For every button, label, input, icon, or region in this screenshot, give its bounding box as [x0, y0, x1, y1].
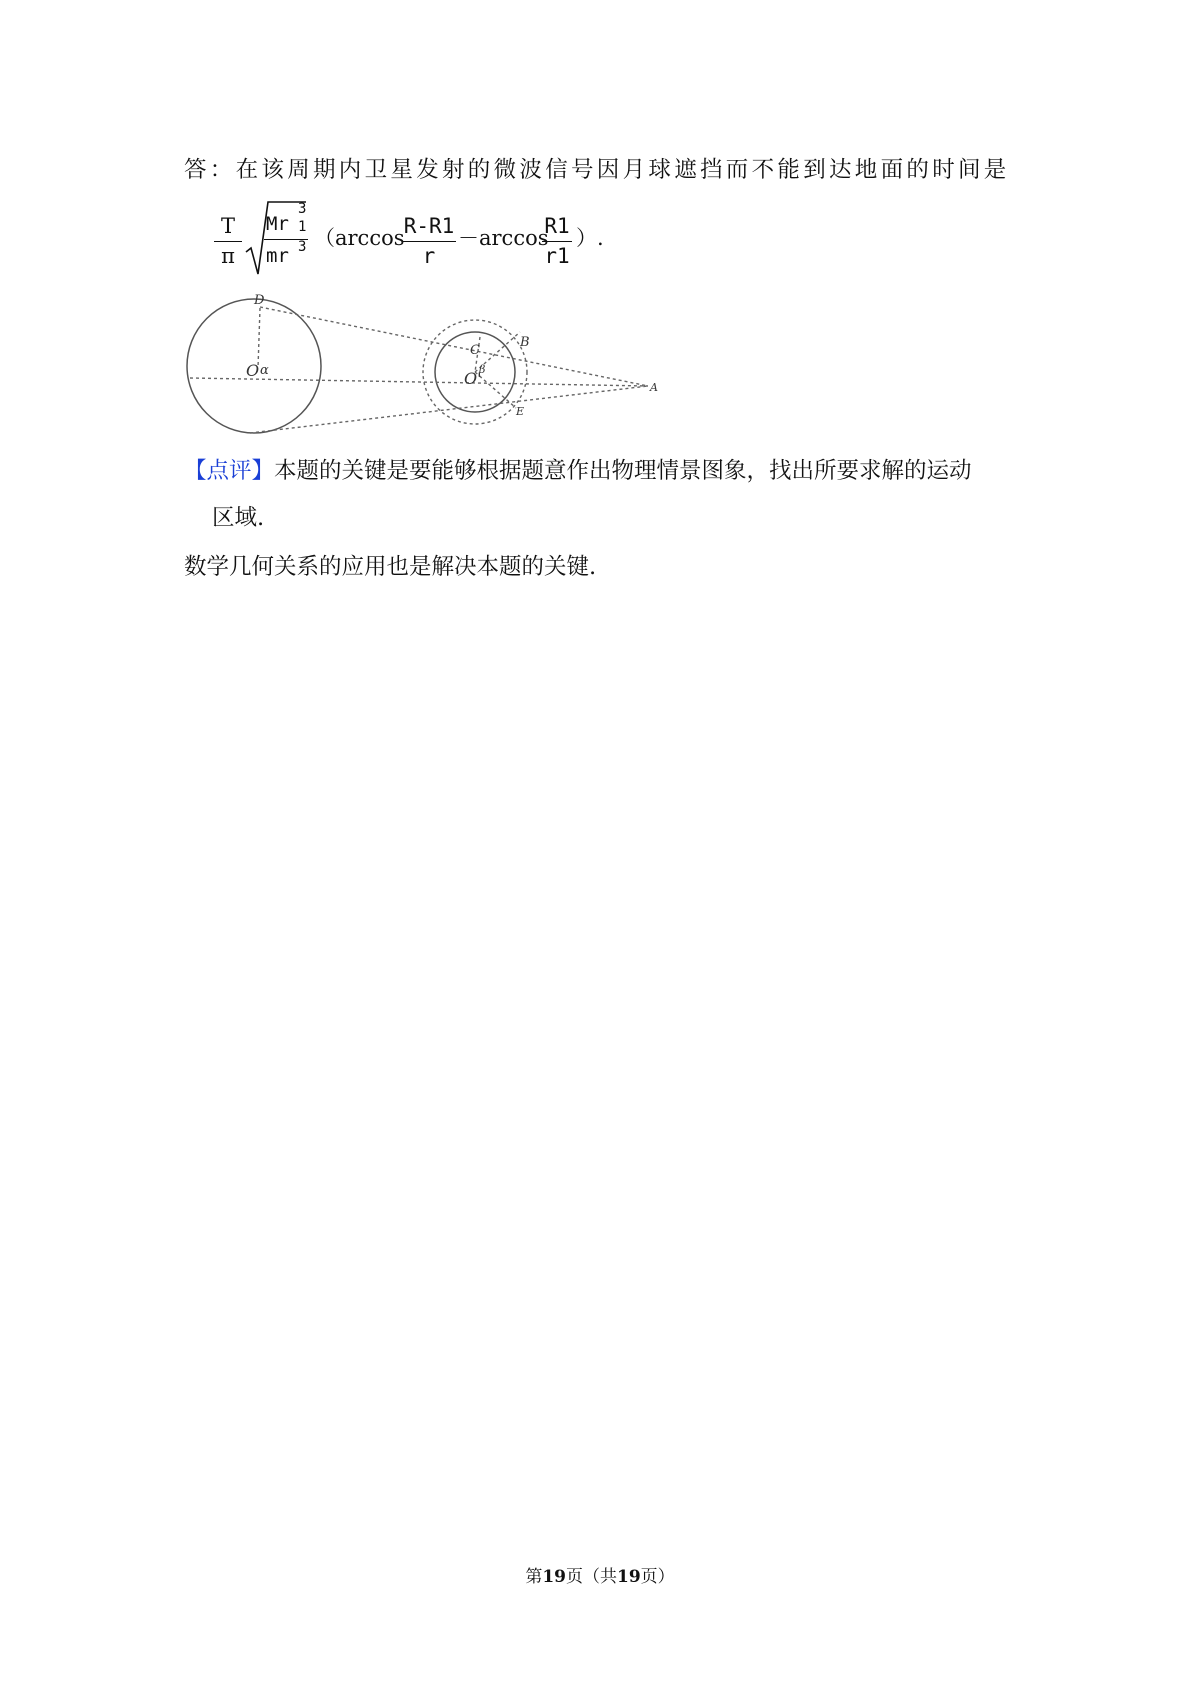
- page-footer: 第19页（共19页）: [525, 1567, 675, 1587]
- radicand-numerator-subscript: 1: [298, 219, 307, 235]
- radicand-denominator: mr: [266, 245, 289, 267]
- comment-continuation: 区域.: [212, 505, 265, 531]
- total-page-count: 19: [617, 1567, 641, 1587]
- label-a: A: [650, 381, 658, 394]
- radius-od-line: [258, 308, 260, 368]
- second-fraction-numerator: R1: [544, 214, 570, 238]
- first-fraction-denominator: r: [422, 244, 436, 268]
- label-b: B: [520, 335, 530, 350]
- open-arccos: （arccos: [314, 226, 405, 250]
- label-o-prime: O': [464, 369, 482, 388]
- current-page-number: 19: [542, 1567, 566, 1587]
- comment-paragraph: [184, 455, 972, 487]
- radicand-numerator: Mr: [266, 213, 289, 235]
- minus-arccos: －arccos: [458, 226, 549, 250]
- lower-tangent-line: [250, 386, 648, 433]
- t-over-pi-fraction: [214, 214, 242, 268]
- close-paren: ）.: [576, 226, 604, 250]
- radicand-denominator-exponent: 3: [298, 239, 307, 255]
- label-c: C: [470, 343, 480, 358]
- second-arccos-fraction: [542, 214, 572, 268]
- radicand-fraction: [264, 201, 308, 276]
- summary-statement: 数学几何关系的应用也是解决本题的关键.: [184, 554, 597, 580]
- t-numerator: T: [220, 214, 235, 238]
- label-alpha: α: [260, 363, 269, 378]
- comment-text: 本题的关键是要能够根据题意作出物理情景图象，找出所要求解的运动: [274, 458, 972, 484]
- comment-tag: 【点评】: [184, 458, 275, 484]
- first-arccos-fraction: [402, 214, 456, 268]
- label-d: D: [254, 293, 265, 308]
- earth-moon-diagram: [180, 290, 670, 440]
- answer-statement: 答：在该周期内卫星发射的微波信号因月球遮挡而不能到达地面的时间是: [184, 157, 1010, 183]
- label-beta: β: [479, 363, 486, 376]
- second-fraction-denominator: r1: [544, 244, 570, 268]
- label-o: O: [246, 361, 260, 380]
- time-formula: [214, 200, 674, 280]
- first-fraction-numerator: R-R1: [403, 214, 455, 238]
- label-e: E: [516, 405, 525, 418]
- radicand-numerator-exponent: 3: [298, 201, 307, 217]
- pi-denominator: π: [221, 244, 235, 268]
